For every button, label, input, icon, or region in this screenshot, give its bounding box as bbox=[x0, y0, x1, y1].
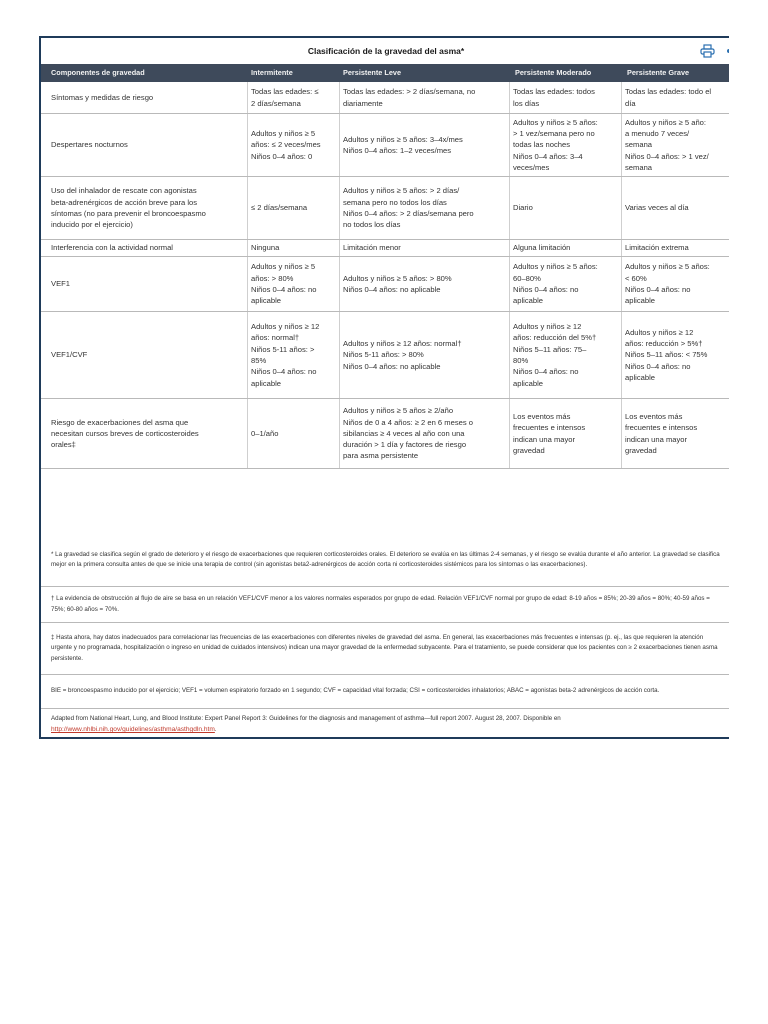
column-divider bbox=[339, 240, 340, 256]
cell-persistente-moderado bbox=[513, 257, 625, 311]
table-header-row bbox=[41, 64, 729, 82]
row-label: Síntomas y medidas de riesgo bbox=[51, 92, 154, 102]
cell-text: Adultos y niños ≥ 5 años ≥ 2/año Niños de 0 a 4 años: ≥ 2 en 6 meses o sibilancias ≥ 4 veces al año con una duración > 1 día y factores de riesgo para asma persistente bbox=[343, 406, 473, 461]
source-link[interactable]: http://www.nhlbi.nih.gov/guidelines/asthma/asthgdln.htm bbox=[51, 726, 215, 733]
row-label-cell bbox=[51, 257, 251, 311]
cell-persistente-grave bbox=[625, 114, 729, 176]
column-divider bbox=[339, 399, 340, 468]
table-row-fev1 bbox=[41, 257, 729, 312]
cell-persistente-moderado bbox=[513, 312, 625, 398]
footnote-severity-text: * La gravedad se clasifica según el grado de deterioro y el riesgo de exacerbaciones que requieren corticosteroides orales. El deterioro se evalúa en las últimas 2-4 semanas, y el riesgo se evalúa durante el año anterior. La gravedad se clasifica mejor en la primera consulta antes de que se inicie una terapia de control (sin agonistas beta2-adrenérgicos de acción corta ni corticosteroides sistémicos para los síntomas o las exacerbaciones). bbox=[51, 550, 720, 568]
header-components: Componentes de gravedad bbox=[51, 68, 145, 77]
cell-text: Ninguna bbox=[251, 243, 280, 253]
cell-intermitente bbox=[251, 82, 343, 113]
cell-text: Adultos y niños ≥ 12 años: normal† Niños 5-11 años: > 85% Niños 0–4 años: no aplicable bbox=[251, 322, 320, 388]
cell-intermitente bbox=[251, 240, 343, 256]
cell-intermitente bbox=[251, 399, 343, 468]
cell-text: Limitación menor bbox=[343, 243, 401, 253]
cell-text: Todas las edades: > 2 días/semana, no diariamente bbox=[343, 87, 476, 108]
source-citation bbox=[41, 709, 729, 739]
cell-text: Todas las edades: todos los días bbox=[513, 87, 595, 108]
cell-persistente-leve bbox=[343, 257, 513, 311]
row-label-cell bbox=[51, 177, 251, 239]
cell-text: Todas las edades: ≤ 2 días/semana bbox=[251, 87, 319, 108]
cell-intermitente bbox=[251, 177, 343, 239]
cell-persistente-moderado bbox=[513, 177, 625, 239]
row-label: Interferencia con la actividad normal bbox=[51, 243, 173, 253]
column-divider bbox=[621, 114, 622, 176]
column-divider bbox=[247, 312, 248, 398]
column-divider bbox=[621, 312, 622, 398]
header-persistente-moderado: Persistente Moderado bbox=[515, 68, 592, 77]
header-persistente-grave: Persistente Grave bbox=[627, 68, 690, 77]
column-divider bbox=[339, 177, 340, 239]
cell-persistente-moderado bbox=[513, 399, 625, 468]
cell-text: Adultos y niños ≥ 12 años: normal† Niños 5-11 años: > 80% Niños 0–4 años: no aplicable bbox=[343, 339, 462, 371]
row-label: Uso del inhalador de rescate con agonistas beta-adrenérgicos de acción breve para los síntomas (no para prevenir el broncoespasmo inducido por el ejercicio) bbox=[51, 186, 206, 230]
cell-text: Los eventos más frecuentes e intensos indican una mayor gravedad bbox=[513, 411, 586, 455]
cell-persistente-moderado bbox=[513, 114, 625, 176]
header-persistente-leve: Persistente Leve bbox=[343, 68, 402, 77]
column-divider bbox=[509, 399, 510, 468]
cell-text: Limitación extrema bbox=[625, 243, 689, 253]
column-divider bbox=[339, 257, 340, 311]
cell-text: Adultos y niños ≥ 5 año: a menudo 7 veces/ semana Niños 0–4 años: > 1 vez/ semana bbox=[625, 117, 709, 172]
column-divider bbox=[509, 177, 510, 239]
table-row-symptoms bbox=[41, 82, 729, 114]
share-icon[interactable] bbox=[727, 49, 729, 53]
column-divider bbox=[247, 114, 248, 176]
cell-text: Adultos y niños ≥ 5 años: ≤ 2 veces/mes Niños 0–4 años: 0 bbox=[251, 129, 321, 161]
cell-text: 0–1/año bbox=[251, 428, 279, 438]
table-title: Clasificación de la gravedad del asma* bbox=[307, 46, 465, 56]
cell-intermitente bbox=[251, 257, 343, 311]
cell-intermitente bbox=[251, 312, 343, 398]
cell-persistente-leve bbox=[343, 177, 513, 239]
cell-intermitente bbox=[251, 114, 343, 176]
row-label-cell bbox=[51, 82, 251, 113]
table-title-bar bbox=[41, 38, 729, 64]
cell-persistente-grave bbox=[625, 399, 729, 468]
row-label: Riesgo de exacerbaciones del asma que necesitan cursos breves de corticosteroides orales‡ bbox=[51, 417, 199, 450]
cell-persistente-grave bbox=[625, 312, 729, 398]
footnote-exacerbations bbox=[41, 623, 729, 675]
row-label-cell bbox=[51, 114, 251, 176]
cell-text: Adultos y niños ≥ 12 años: reducción > 5%† Niños 5–11 años: < 75% Niños 0–4 años: no aplicable bbox=[625, 327, 708, 382]
abbreviations-text: BIE = broncoespasmo inducido por el ejercicio; VEF1 = volumen espiratorio forzado en 1 segundo; CVF = capacidad vital forzada; CSI = corticosteroides inhalatorios; ABAC = agonistas beta-2 adrenérgicos de acción corta. bbox=[51, 687, 660, 695]
column-divider bbox=[621, 240, 622, 256]
cell-text: Adultos y niños ≥ 5 años: < 60% Niños 0–4 años: no aplicable bbox=[625, 262, 710, 306]
cell-persistente-leve bbox=[343, 114, 513, 176]
column-divider bbox=[247, 257, 248, 311]
cell-text: Adultos y niños ≥ 5 años: > 80% Niños 0–4 años: no aplicable bbox=[343, 273, 452, 294]
cell-persistente-grave bbox=[625, 240, 729, 256]
source-trail: . bbox=[214, 726, 217, 733]
cell-text: Alguna limitación bbox=[513, 243, 571, 253]
printer-icon[interactable] bbox=[700, 44, 715, 58]
row-label-cell bbox=[51, 240, 251, 256]
header-intermitente: Intermitente bbox=[251, 68, 293, 77]
column-divider bbox=[247, 177, 248, 239]
footnote-severity bbox=[41, 534, 729, 587]
column-divider bbox=[339, 114, 340, 176]
column-divider bbox=[509, 240, 510, 256]
table-row-exacerbation-risk bbox=[41, 399, 729, 469]
cell-text: Adultos y niños ≥ 5 años: 3–4x/mes Niños 0–4 años: 1–2 veces/mes bbox=[343, 134, 463, 155]
cell-persistente-grave bbox=[625, 177, 729, 239]
column-divider bbox=[339, 82, 340, 113]
column-divider bbox=[339, 312, 340, 398]
cell-text: Los eventos más frecuentes e intensos indican una mayor gravedad bbox=[625, 411, 698, 455]
column-divider bbox=[247, 82, 248, 113]
row-label-cell bbox=[51, 399, 251, 468]
column-divider bbox=[621, 257, 622, 311]
cell-text: Adultos y niños ≥ 5 años: > 1 vez/semana pero no todas las noches Niños 0–4 años: 3–4 veces/mes bbox=[513, 117, 598, 172]
column-divider bbox=[621, 399, 622, 468]
abbreviations-note bbox=[41, 675, 729, 709]
column-divider bbox=[621, 177, 622, 239]
table-row-rescue-inhaler bbox=[41, 177, 729, 240]
cell-persistente-moderado bbox=[513, 240, 625, 256]
column-divider bbox=[509, 82, 510, 113]
cell-text: Adultos y niños ≥ 5 años: 60–80% Niños 0–4 años: no aplicable bbox=[513, 262, 598, 306]
classification-table-card bbox=[39, 36, 729, 739]
table-row-fev1-fvc bbox=[41, 312, 729, 399]
column-divider bbox=[509, 312, 510, 398]
footnote-exacerbations-text: ‡ Hasta ahora, hay datos inadecuados para correlacionar las frecuencias de las exacerbaciones con diferentes niveles de gravedad del asma. En general, las exacerbaciones más frecuentes e intensas (p. ej., las que requieren la atención urgente y no programada, hospitalización o ingreso en unidad de cuidados intensivos) indican una mayor gravedad de la enfermedad subyacente. Para el tratamiento, se puede considerar que los pacientes con ≥ 2 exacerbaciones tienen asma persistente. bbox=[51, 633, 718, 662]
cell-text: Todas las edades: todo el día bbox=[625, 87, 712, 108]
cell-text: Diario bbox=[513, 203, 533, 213]
cell-text: Adultos y niños ≥ 5 años: > 2 días/ semana pero no todos los días Niños 0–4 años: > 2 días/semana pero no todos los días bbox=[343, 186, 474, 230]
row-label: VEF1 bbox=[51, 279, 70, 289]
column-divider bbox=[247, 399, 248, 468]
row-label: Despertares nocturnos bbox=[51, 140, 128, 150]
cell-persistente-leve bbox=[343, 312, 513, 398]
cell-persistente-leve bbox=[343, 82, 513, 113]
cell-text: ≤ 2 días/semana bbox=[251, 203, 308, 213]
footnote-airflow-text: † La evidencia de obstrucción al flujo de aire se basa en un relación VEF1/CVF menor a los valores normales esperados por grupo de edad. Relación VEF1/CVF normal por grupo de edad: 8-19 años = 85%; 20-39 años = 80%; 40-59 años = 75%; 60-80 años = 70%. bbox=[51, 595, 710, 613]
table-row-nocturnal bbox=[41, 114, 729, 177]
row-label: VEF1/CVF bbox=[51, 350, 88, 360]
cell-text: Adultos y niños ≥ 5 años: > 80% Niños 0–4 años: no aplicable bbox=[251, 262, 317, 306]
row-label-cell bbox=[51, 312, 251, 398]
column-divider bbox=[247, 240, 248, 256]
column-divider bbox=[509, 257, 510, 311]
cell-text: Varias veces al día bbox=[625, 203, 689, 213]
cell-persistente-leve bbox=[343, 399, 513, 468]
severity-table bbox=[41, 64, 729, 534]
column-divider bbox=[509, 114, 510, 176]
cell-persistente-moderado bbox=[513, 82, 625, 113]
cell-persistente-grave bbox=[625, 257, 729, 311]
cell-persistente-leve bbox=[343, 240, 513, 256]
footnote-airflow bbox=[41, 587, 729, 623]
column-divider bbox=[621, 82, 622, 113]
cell-text: Adultos y niños ≥ 12 años: reducción del 5%† Niños 5–11 años: 75– 80% Niños 0–4 años: no aplicable bbox=[513, 322, 597, 388]
cell-persistente-grave bbox=[625, 82, 729, 113]
source-text: Adapted from National Heart, Lung, and Blood Institute: Expert Panel Report 3: Guidelines for the diagnosis and management of asthma—full report 2007. August 28, 2007. Disponible en bbox=[51, 714, 561, 722]
table-row-activity bbox=[41, 240, 729, 257]
